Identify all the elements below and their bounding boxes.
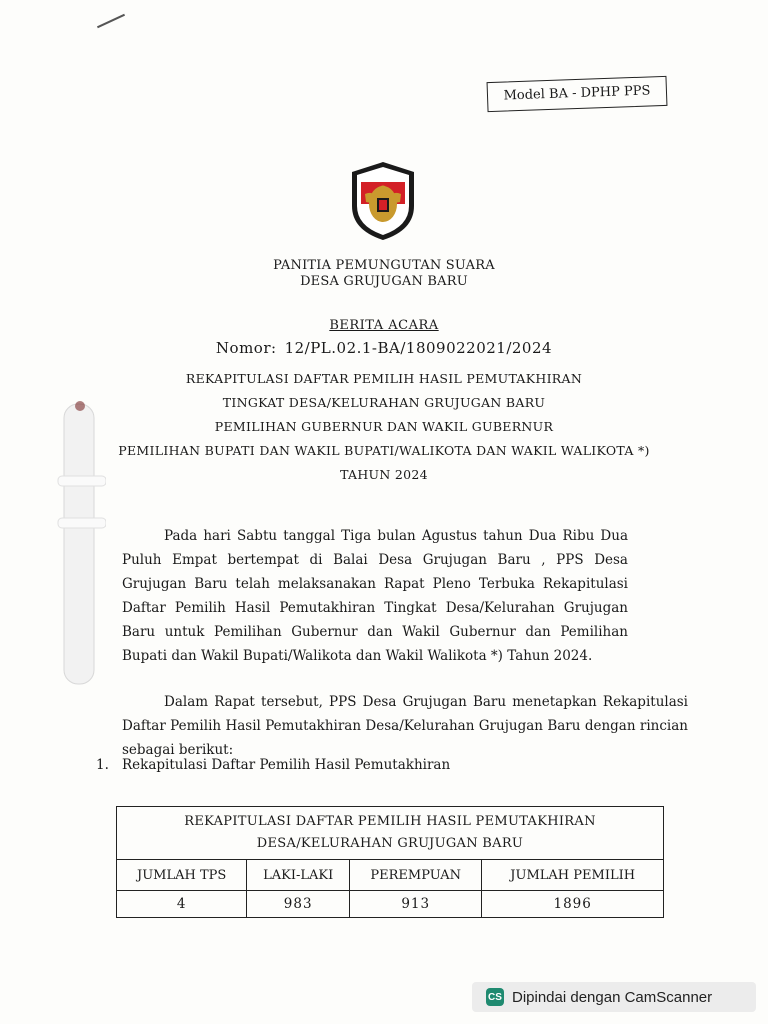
table-title — [117, 807, 664, 860]
berita-acara-title: BERITA ACARA — [329, 318, 439, 333]
header-jumlah-tps: JUMLAH TPS — [117, 860, 247, 891]
nomor-label: Nomor: — [215, 339, 277, 357]
watermark-text: Dipindai dengan CamScanner — [512, 988, 713, 1006]
heading-line-5: TAHUN 2024 — [340, 467, 428, 482]
document-number — [0, 339, 768, 357]
value-laki-laki: 983 — [247, 891, 350, 918]
list-item — [96, 757, 450, 773]
table-title-line-1: REKAPITULASI DAFTAR PEMILIH HASIL PEMUTAKHIRAN — [184, 814, 596, 829]
heading-line-3: PEMILIHAN GUBERNUR DAN WAKIL GUBERNUR — [214, 419, 554, 434]
heading-line-2: TINGKAT DESA/KELURAHAN GRUJUGAN BARU — [222, 395, 546, 410]
value-jumlah-tps: 4 — [117, 891, 247, 918]
pen-stroke-mark — [97, 14, 125, 28]
value-perempuan: 913 — [350, 891, 482, 918]
table-row — [117, 891, 664, 918]
organization-name — [0, 258, 768, 290]
document-heading — [0, 367, 768, 487]
heading-line-4: PEMILIHAN BUPATI DAN WAKIL BUPATI/WALIKOTA DAN WAKIL WALIKOTA *) — [118, 443, 650, 458]
org-line-1: PANITIA PEMUNGUTAN SUARA — [273, 258, 495, 273]
binder-clip-shadow — [56, 400, 106, 690]
table-title-line-2: DESA/KELURAHAN GRUJUGAN BARU — [256, 836, 524, 851]
list-item-number: 1. — [96, 757, 109, 773]
header-perempuan: PEREMPUAN — [350, 860, 482, 891]
kpu-logo-icon — [348, 160, 418, 242]
camscanner-watermark — [472, 982, 756, 1012]
model-label-box: Model BA - DPHP PPS — [487, 76, 668, 112]
list-item-text: Rekapitulasi Daftar Pemilih Hasil Pemutakhiran — [122, 757, 451, 773]
camscanner-icon: CS — [486, 988, 504, 1006]
header-laki-laki: LAKI-LAKI — [247, 860, 350, 891]
recap-table — [116, 806, 664, 918]
org-line-2: DESA GRUJUGAN BARU — [300, 274, 468, 289]
value-jumlah-pemilih: 1896 — [482, 891, 664, 918]
paragraph-opening: Pada hari Sabtu tanggal Tiga bulan Agustus tahun Dua Ribu Dua Puluh Empat bertempat di Balai Desa Grujugan Baru , PPS Desa Grujugan Baru telah melaksanakan Rapat Pleno Terbuka Rekapitulasi Daftar Pemilih Hasil Pemutakhiran Tingkat Desa/Kelurahan Grujugan Baru untuk Pemilihan Gubernur dan Wakil Gubernur dan Pemilihan Bupati dan Wakil Bupati/Walikota dan Wakil Walikota *) Tahun 2024. — [122, 528, 628, 664]
heading-line-1: REKAPITULASI DAFTAR PEMILIH HASIL PEMUTAKHIRAN — [185, 371, 583, 386]
nomor-value: 12/PL.02.1-BA/1809022021/2024 — [284, 339, 553, 357]
header-jumlah-pemilih: JUMLAH PEMILIH — [482, 860, 664, 891]
table-header-row — [117, 860, 664, 891]
paragraph-decision: Dalam Rapat tersebut, PPS Desa Grujugan Baru menetapkan Rekapitulasi Daftar Pemilih Hasil Pemutakhiran Desa/Kelurahan Grujugan Baru dengan rincian sebagai berikut: — [122, 694, 688, 758]
